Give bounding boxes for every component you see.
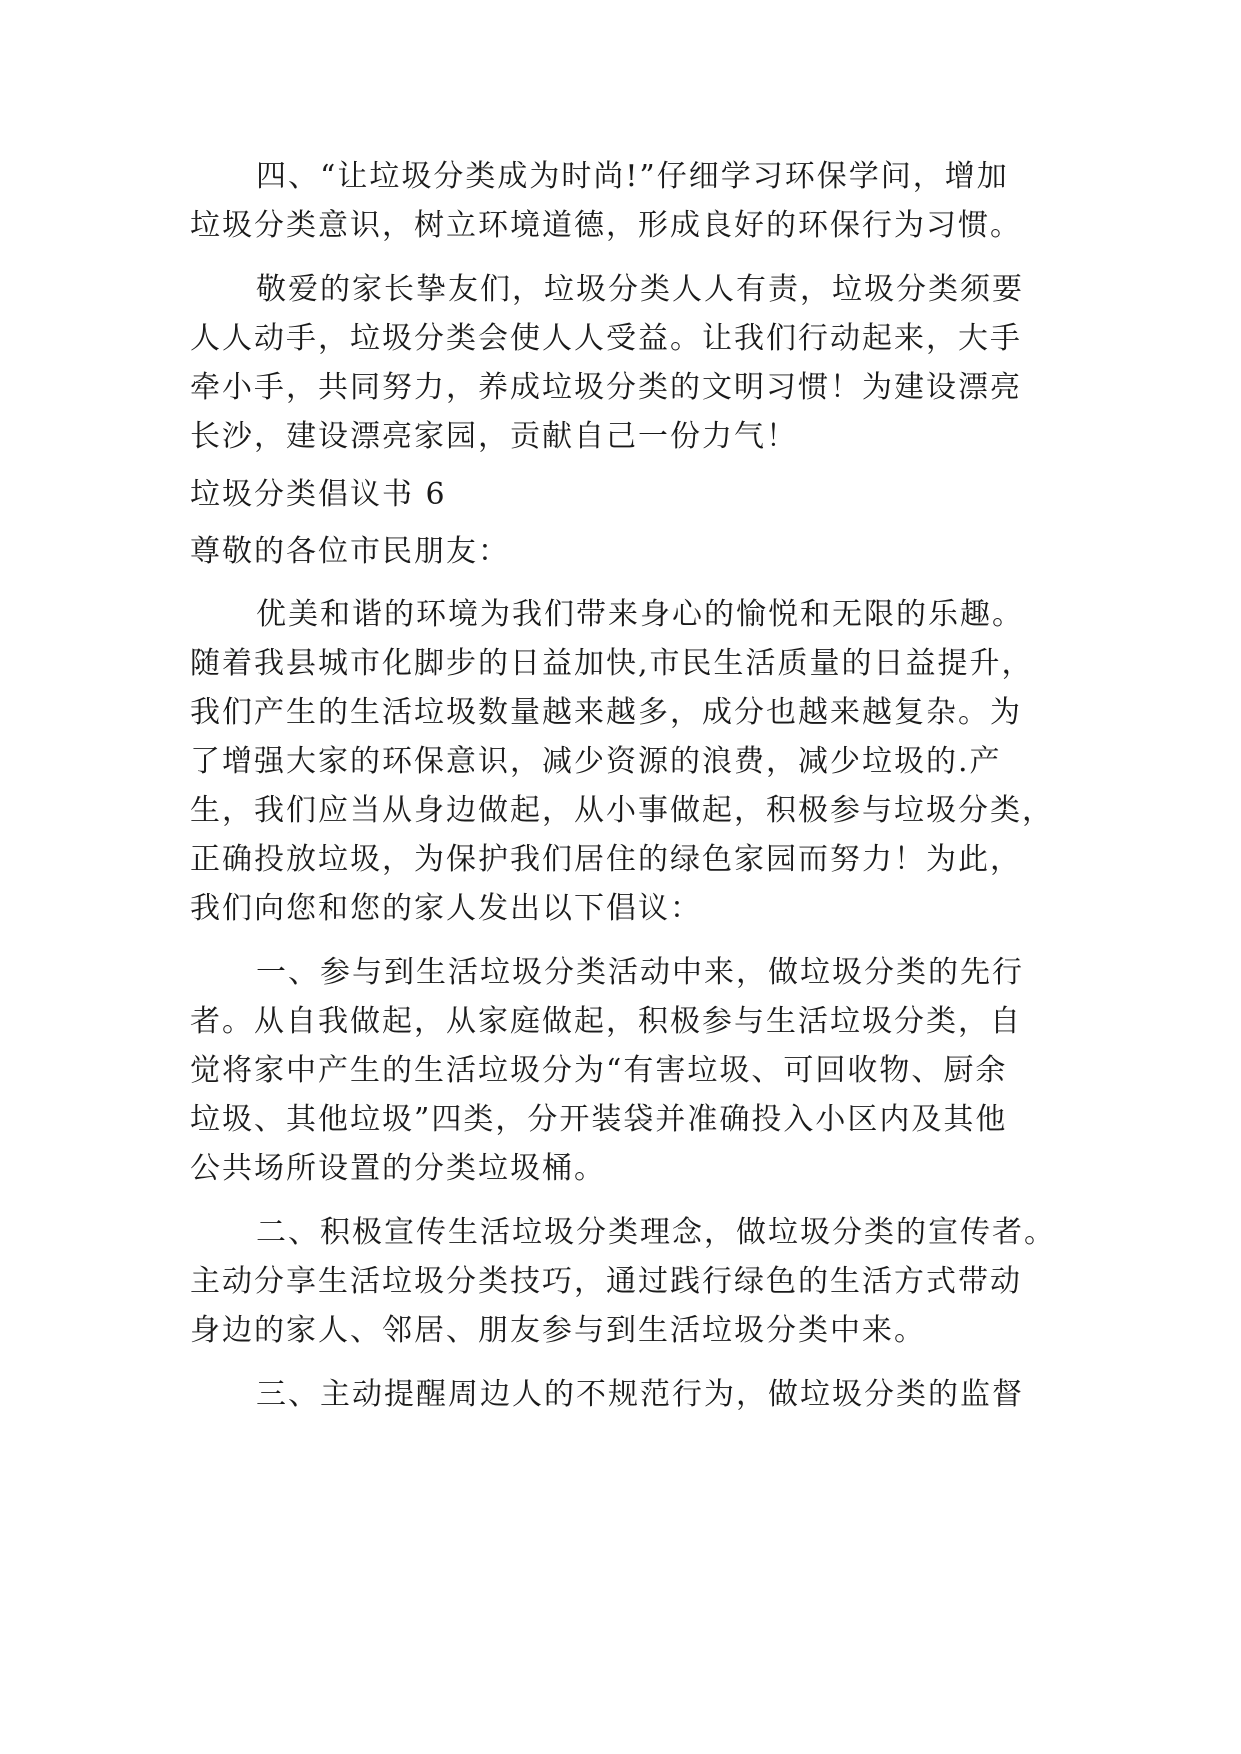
- body-paragraph: [190, 1208, 1090, 1355]
- text-line: 二、积极宣传生活垃圾分类理念，做垃圾分类的宣传者。: [256, 1215, 1056, 1250]
- text-line: 牵小手，共同努力，养成垃圾分类的文明习惯！为建设漂亮: [190, 370, 1022, 405]
- text-line: 人人动手，垃圾分类会使人人受益。让我们行动起来，大手: [190, 321, 1022, 356]
- text-line: 我们向您和您的家人发出以下倡议：: [190, 891, 702, 926]
- body-paragraph: [190, 152, 1090, 250]
- text-line: 长沙，建设漂亮家园，贡献自己一份力气！: [190, 419, 798, 454]
- text-line: 主动分享生活垃圾分类技巧，通过践行绿色的生活方式带动: [190, 1264, 1022, 1299]
- text-line: 身边的家人、邻居、朋友参与到生活垃圾分类中来。: [190, 1313, 926, 1348]
- text-line: 垃圾分类意识，树立环境道德，形成良好的环保行为习惯。: [190, 208, 1022, 243]
- body-paragraph: [190, 590, 1090, 933]
- text-line: 一、参与到生活垃圾分类活动中来，做垃圾分类的先行: [256, 955, 1024, 990]
- text-line: 垃圾、其他垃圾”四类，分开装袋并准确投入小区内及其他: [190, 1102, 1008, 1137]
- body-paragraph: [190, 265, 1090, 461]
- heading-text: 垃圾分类倡议书 6: [190, 477, 447, 512]
- body-paragraph: [190, 948, 1090, 1193]
- heading-text: 尊敬的各位市民朋友：: [190, 534, 510, 569]
- text-line: 敬爱的家长挚友们，垃圾分类人人有责，垃圾分类须要: [256, 272, 1024, 307]
- heading-paragraph: [190, 528, 1090, 575]
- text-line: 正确投放垃圾，为保护我们居住的绿色家园而努力！为此，: [190, 842, 1022, 877]
- heading-paragraph: [190, 471, 1090, 518]
- text-line: 优美和谐的环境为我们带来身心的愉悦和无限的乐趣。: [256, 597, 1024, 632]
- body-paragraph: [190, 1370, 1090, 1419]
- text-line: 生，我们应当从身边做起，从小事做起，积极参与垃圾分类，: [190, 793, 1054, 828]
- text-line: 随着我县城市化脚步的日益加快,市民生活质量的日益提升，: [190, 646, 1034, 681]
- text-line: 者。从自我做起，从家庭做起，积极参与生活垃圾分类，自: [190, 1004, 1022, 1039]
- text-line: 我们产生的生活垃圾数量越来越多，成分也越来越复杂。为: [190, 695, 1022, 730]
- text-line: 四、“让垃圾分类成为时尚!”仔细学习环保学问，增加: [256, 159, 1009, 194]
- text-line: 公共场所设置的分类垃圾桶。: [190, 1151, 606, 1186]
- document-page: [190, 152, 1090, 1419]
- text-line: 了增强大家的环保意识，减少资源的浪费，减少垃圾的.产: [190, 744, 1002, 779]
- text-line: 觉将家中产生的生活垃圾分为“有害垃圾、可回收物、厨余: [190, 1053, 1008, 1088]
- text-line: 三、主动提醒周边人的不规范行为，做垃圾分类的监督: [256, 1377, 1024, 1412]
